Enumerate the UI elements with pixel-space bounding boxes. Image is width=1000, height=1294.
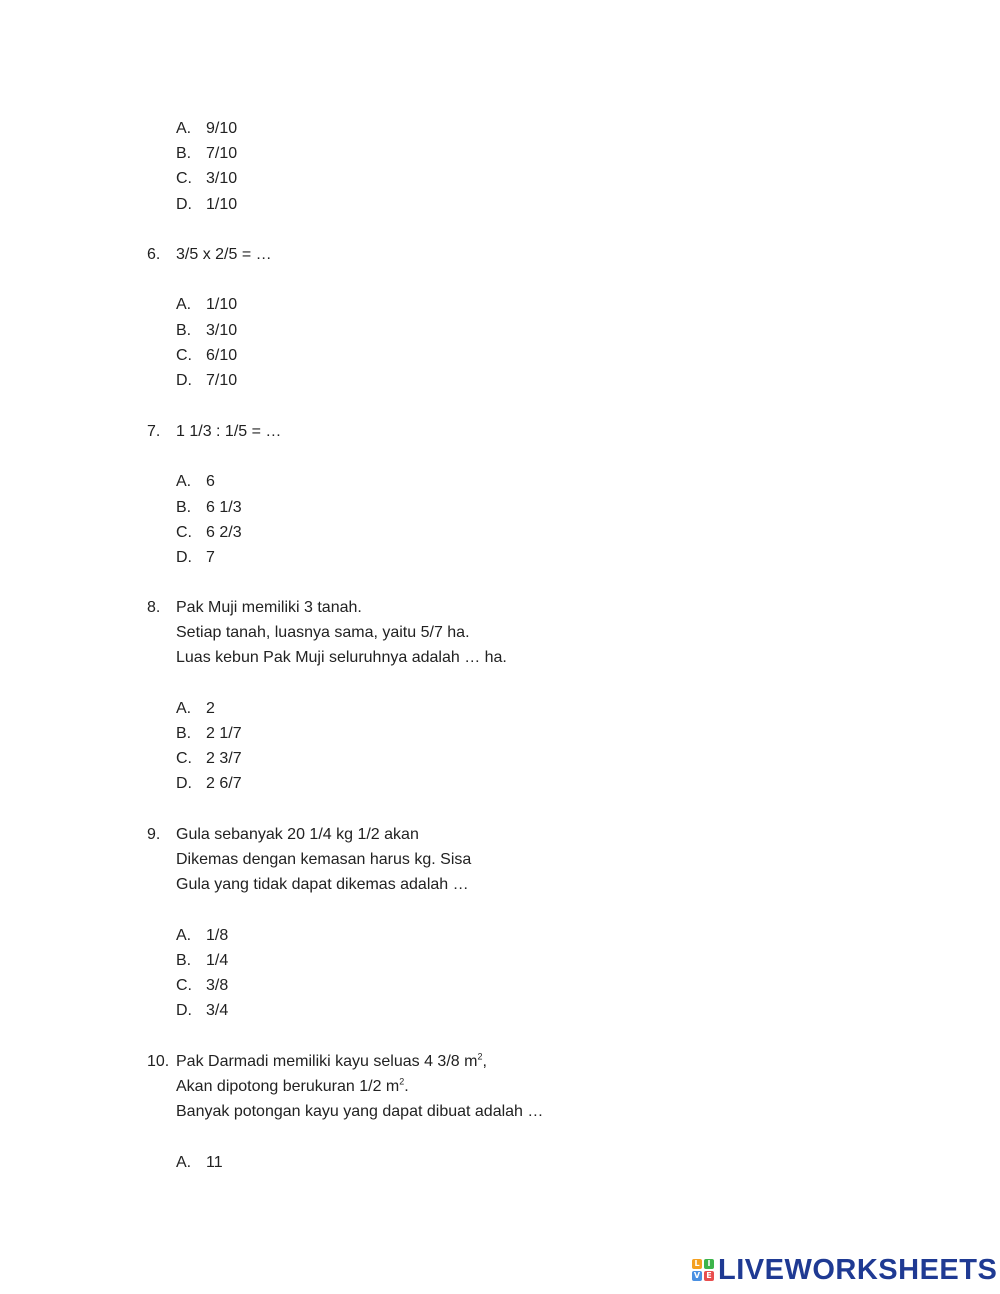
option-text: 1/8 <box>206 926 229 944</box>
answer-option-a <box>0 472 1000 492</box>
question-text-row <box>0 623 1000 643</box>
answer-option-c <box>0 523 1000 543</box>
answer-option-a <box>0 699 1000 719</box>
option-letter: C. <box>176 523 192 541</box>
q10-line1-text: Pak Darmadi memiliki kayu seluas 4 3/8 m <box>176 1053 478 1070</box>
option-text: 9/10 <box>206 120 238 137</box>
question-10-line-2 <box>0 1077 1000 1097</box>
logo-badge-e: E <box>704 1271 714 1281</box>
option-text: 7 <box>206 549 215 566</box>
answer-option-b <box>0 951 1000 971</box>
q10-line3-text: Banyak potongan kayu yang dapat dibuat adalah … <box>176 1103 544 1120</box>
question-text: Gula sebanyak 20 1/4 kg 1/2 akan <box>176 826 419 843</box>
q10-line1-superscript: 2 <box>477 1051 483 1062</box>
option-text: 3/10 <box>206 170 238 188</box>
question-number: 10. <box>147 1053 170 1070</box>
question-text: Gula yang tidak dapat dikemas adalah … <box>176 876 469 894</box>
question-number: 8. <box>147 599 161 616</box>
answer-option-a <box>0 1153 1000 1173</box>
answer-option-c <box>0 346 1000 366</box>
logo-badge-icon <box>692 1259 714 1281</box>
option-text: 1/10 <box>206 195 238 213</box>
answer-option-c <box>0 749 1000 769</box>
answer-option-b <box>0 498 1000 518</box>
question-text: Setiap tanah, luasnya sama, yaitu 5/7 ha. <box>176 624 470 642</box>
answer-option-d <box>0 195 1000 215</box>
option-text: 2 1/7 <box>206 725 242 742</box>
q10-line2-punct: . <box>404 1078 409 1095</box>
option-text: 6 <box>206 473 215 491</box>
option-text: 7/10 <box>206 372 238 389</box>
logo-badge-l: L <box>692 1259 702 1269</box>
question-text: 1 1/3 : 1/5 = … <box>176 423 282 440</box>
option-text: 3/4 <box>206 1002 229 1020</box>
answer-option-a <box>0 119 1000 139</box>
answer-option-d <box>0 774 1000 794</box>
question-text-row <box>0 422 1000 442</box>
liveworksheets-logo <box>692 1253 997 1287</box>
question-number: 6. <box>147 246 161 263</box>
answer-option-c <box>0 976 1000 996</box>
answer-option-d <box>0 371 1000 391</box>
option-letter: D. <box>176 195 192 213</box>
logo-badge-v: V <box>693 1271 701 1280</box>
question-text: Pak Muji memiliki 3 tanah. <box>176 599 362 616</box>
answer-option-a <box>0 926 1000 946</box>
option-letter: A. <box>176 473 192 491</box>
option-text: 1/10 <box>206 296 238 314</box>
option-text: 1/4 <box>206 952 229 969</box>
option-text: 7/10 <box>206 145 238 163</box>
option-text: 3/8 <box>206 977 229 995</box>
question-text-row <box>0 648 1000 668</box>
logo-text <box>718 1254 997 1287</box>
option-text: 2 <box>206 699 215 717</box>
option-letter: B. <box>176 952 192 969</box>
question-text-row <box>0 598 1000 618</box>
question-10-line-3 <box>0 1102 1000 1122</box>
option-text: 2 6/7 <box>206 775 242 793</box>
option-letter: C. <box>176 750 192 768</box>
question-number: 7. <box>147 423 161 440</box>
option-letter: A. <box>176 699 192 717</box>
option-letter: C. <box>176 977 192 995</box>
option-text: 3/10 <box>206 321 238 339</box>
option-letter: B. <box>176 145 192 163</box>
option-letter: A. <box>176 926 192 944</box>
option-text: 6 2/3 <box>206 523 242 541</box>
option-letter: C. <box>176 346 192 364</box>
answer-option-a <box>0 295 1000 315</box>
question-text: 3/5 x 2/5 = … <box>176 246 272 263</box>
option-text: 6/10 <box>206 346 238 364</box>
answer-option-d <box>0 548 1000 568</box>
option-text: 6 1/3 <box>206 498 242 516</box>
option-letter: B. <box>176 498 192 516</box>
option-letter: D. <box>176 775 192 793</box>
question-text-row <box>0 850 1000 870</box>
answer-option-b <box>0 724 1000 744</box>
q10-line2-text: Akan dipotong berukuran 1/2 m <box>176 1078 400 1095</box>
answer-option-b <box>0 321 1000 341</box>
logo-badge-i: I <box>704 1259 714 1269</box>
option-letter: D. <box>176 372 192 389</box>
logo-text-live: LIVE <box>718 1253 785 1286</box>
q10-line1-punct: , <box>482 1053 487 1070</box>
question-text: Dikemas dengan kemasan harus kg. Sisa <box>176 851 472 869</box>
option-letter: A. <box>176 120 192 137</box>
option-letter: A. <box>176 1153 192 1171</box>
option-letter: B. <box>176 725 192 742</box>
answer-option-c <box>0 169 1000 189</box>
question-text-row <box>0 245 1000 265</box>
question-text-row <box>0 875 1000 895</box>
question-10-line-1 <box>0 1052 1000 1072</box>
option-letter: D. <box>176 549 192 566</box>
option-text: 2 3/7 <box>206 750 242 768</box>
answer-option-d <box>0 1001 1000 1021</box>
q10-line2-superscript: 2 <box>399 1076 405 1087</box>
option-letter: C. <box>176 170 192 188</box>
option-letter: D. <box>176 1002 192 1020</box>
question-text: Luas kebun Pak Muji seluruhnya adalah … ha. <box>176 649 507 667</box>
option-letter: B. <box>176 321 192 339</box>
question-number: 9. <box>147 826 161 843</box>
question-text-row <box>0 825 1000 845</box>
option-letter: A. <box>176 296 192 314</box>
logo-text-worksheets: WORKSHEETS <box>784 1253 998 1286</box>
answer-option-b <box>0 144 1000 164</box>
option-text: 11 <box>206 1153 223 1171</box>
